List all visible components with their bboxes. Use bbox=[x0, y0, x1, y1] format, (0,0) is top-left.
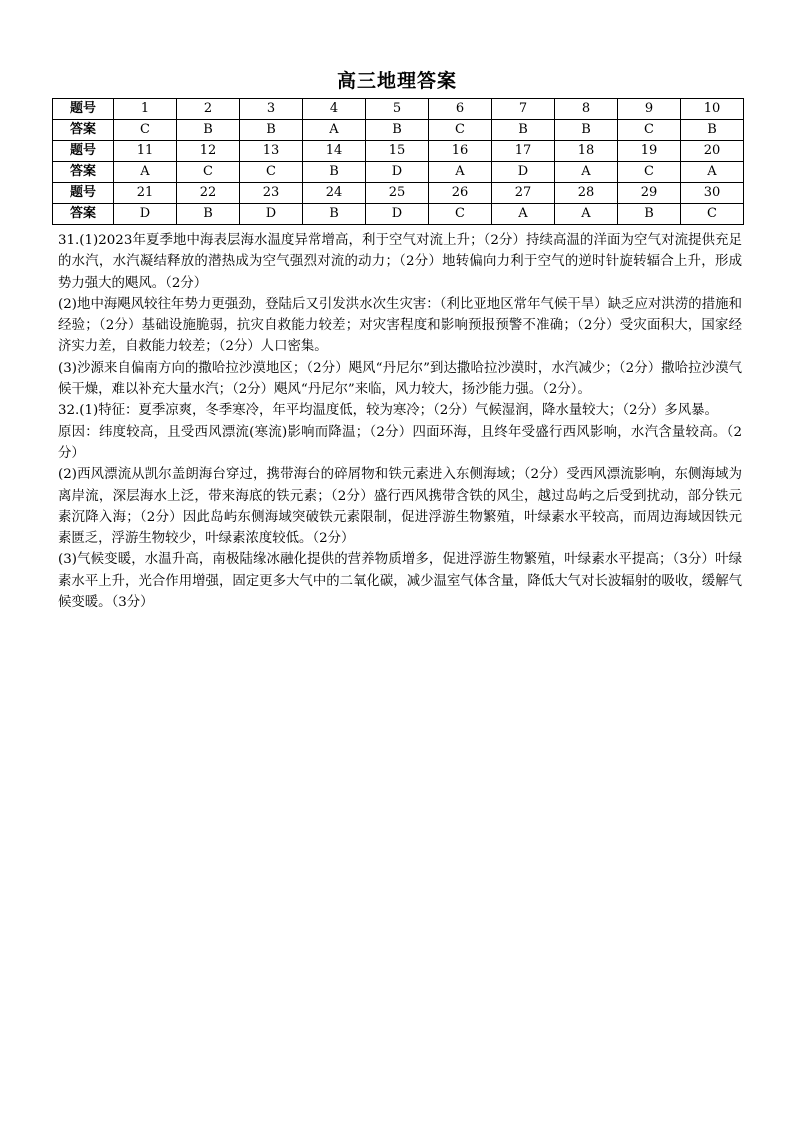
table-cell: C bbox=[681, 204, 744, 225]
table-cell: A bbox=[555, 162, 618, 183]
table-cell: 18 bbox=[555, 141, 618, 162]
table-cell: 8 bbox=[555, 99, 618, 120]
table-cell: 13 bbox=[240, 141, 303, 162]
table-cell: C bbox=[240, 162, 303, 183]
table-row bbox=[53, 204, 744, 225]
table-cell: C bbox=[618, 162, 681, 183]
table-cell: B bbox=[240, 120, 303, 141]
table-cell: 9 bbox=[618, 99, 681, 120]
table-cell: D bbox=[240, 204, 303, 225]
table-cell: B bbox=[555, 120, 618, 141]
table-row bbox=[53, 141, 744, 162]
row-label: 题号 bbox=[53, 141, 114, 162]
table-cell: D bbox=[366, 204, 429, 225]
table-cell: A bbox=[303, 120, 366, 141]
table-cell: A bbox=[681, 162, 744, 183]
table-row bbox=[53, 120, 744, 141]
table-cell: B bbox=[681, 120, 744, 141]
table-cell: D bbox=[492, 162, 555, 183]
row-label: 答案 bbox=[53, 204, 114, 225]
table-cell: C bbox=[429, 204, 492, 225]
table-cell: C bbox=[429, 120, 492, 141]
table-cell: 11 bbox=[114, 141, 177, 162]
table-cell: D bbox=[366, 162, 429, 183]
table-cell: A bbox=[555, 204, 618, 225]
answer-paragraph: (3)气候变暖，水温升高，南极陆缘冰融化提供的营养物质增多，促进浮游生物繁殖，叶绿素水平提高；（3分）叶绿素水平上升，光合作用增强，固定更多大气中的二氧化碳，减少温室气体含量，降低大气对长波辐射的吸收，缓解气候变暖。（3分） bbox=[58, 552, 742, 611]
table-cell: C bbox=[114, 120, 177, 141]
answer-paragraph: 32.(1)特征：夏季凉爽，冬季寒冷，年平均温度低，较为寒冷；（2分）气候湿润，降水量较大；（2分）多风暴。 bbox=[58, 403, 718, 419]
table-cell: 25 bbox=[366, 183, 429, 204]
answer-paragraph: (3)沙源来自偏南方向的撒哈拉沙漠地区；（2分）飓风“丹尼尔”到达撒哈拉沙漠时，水汽减少；（2分）撒哈拉沙漠气候干燥，难以补充大量水汽；（2分）飓风“丹尼尔”来临，风力较大，扬沙能力强。（2分）。 bbox=[58, 360, 742, 398]
answer-table-body bbox=[53, 99, 744, 225]
answer-paragraph: (2)西风漂流从凯尔盖朗海台穿过，携带海台的碎屑物和铁元素进入东侧海域；（2分）受西风漂流影响，东侧海域为离岸流，深层海水上泛，带来海底的铁元素；（2分）盛行西风携带含铁的风尘，越过岛屿之后受到扰动，部分铁元素沉降入海；（2分）因此岛屿东侧海域突破铁元素限制，促进浮游生物繁殖，叶绿素水平较高，而周边海域因铁元素匮乏，浮游生物较少，叶绿素浓度较低。（2分） bbox=[58, 467, 742, 547]
answer-table bbox=[52, 98, 744, 225]
answer-paragraph: 原因：纬度较高，且受西风漂流(寒流)影响而降温；（2分）四面环海，且终年受盛行西风影响，水汽含量较高。（2分） bbox=[58, 424, 742, 461]
table-cell: 2 bbox=[177, 99, 240, 120]
table-cell: 4 bbox=[303, 99, 366, 120]
table-cell: 30 bbox=[681, 183, 744, 204]
table-cell: B bbox=[618, 204, 681, 225]
table-cell: 1 bbox=[114, 99, 177, 120]
table-cell: A bbox=[492, 204, 555, 225]
row-label: 题号 bbox=[53, 183, 114, 204]
table-cell: B bbox=[303, 162, 366, 183]
table-cell: D bbox=[114, 204, 177, 225]
table-cell: 20 bbox=[681, 141, 744, 162]
table-cell: B bbox=[366, 120, 429, 141]
table-cell: 17 bbox=[492, 141, 555, 162]
table-cell: 27 bbox=[492, 183, 555, 204]
table-cell: 15 bbox=[366, 141, 429, 162]
essay-answers bbox=[58, 230, 742, 613]
table-cell: 6 bbox=[429, 99, 492, 120]
table-cell: 26 bbox=[429, 183, 492, 204]
row-label: 答案 bbox=[53, 120, 114, 141]
table-row bbox=[53, 162, 744, 183]
table-cell: C bbox=[177, 162, 240, 183]
table-cell: B bbox=[492, 120, 555, 141]
table-cell: B bbox=[303, 204, 366, 225]
table-cell: 29 bbox=[618, 183, 681, 204]
table-cell: 14 bbox=[303, 141, 366, 162]
table-cell: B bbox=[177, 204, 240, 225]
table-cell: 7 bbox=[492, 99, 555, 120]
answer-paragraph: (2)地中海飓风较往年势力更强劲，登陆后又引发洪水次生灾害：（利比亚地区常年气候干旱）缺乏应对洪涝的措施和经验；（2分）基础设施脆弱，抗灾自救能力较差；对灾害程度和影响预报预警不准确；（2分）受灾面积大，国家经济实力差，自救能力较差；（2分）人口密集。 bbox=[58, 296, 742, 355]
table-cell: 23 bbox=[240, 183, 303, 204]
table-cell: A bbox=[114, 162, 177, 183]
table-cell: 10 bbox=[681, 99, 744, 120]
answer-paragraph: 31.(1)2023年夏季地中海表层海水温度异常增高，利于空气对流上升；（2分）持续高温的洋面为空气对流提供充足的水汽，水汽凝结释放的潜热成为空气强烈对流的动力；（2分）地转偏向力利于空气的逆时针旋转辐合上升，形成势力强大的飓风。（2分） bbox=[58, 233, 742, 291]
row-label: 题号 bbox=[53, 99, 114, 120]
table-cell: C bbox=[618, 120, 681, 141]
table-cell: 19 bbox=[618, 141, 681, 162]
table-row bbox=[53, 99, 744, 120]
page-title: 高三地理答案 bbox=[336, 70, 457, 92]
table-cell: 21 bbox=[114, 183, 177, 204]
table-cell: 12 bbox=[177, 141, 240, 162]
table-cell: B bbox=[177, 120, 240, 141]
table-cell: A bbox=[429, 162, 492, 183]
table-cell: 24 bbox=[303, 183, 366, 204]
row-label: 答案 bbox=[53, 162, 114, 183]
table-cell: 3 bbox=[240, 99, 303, 120]
table-cell: 22 bbox=[177, 183, 240, 204]
table-cell: 5 bbox=[366, 99, 429, 120]
table-cell: 28 bbox=[555, 183, 618, 204]
table-row bbox=[53, 183, 744, 204]
table-cell: 16 bbox=[429, 141, 492, 162]
